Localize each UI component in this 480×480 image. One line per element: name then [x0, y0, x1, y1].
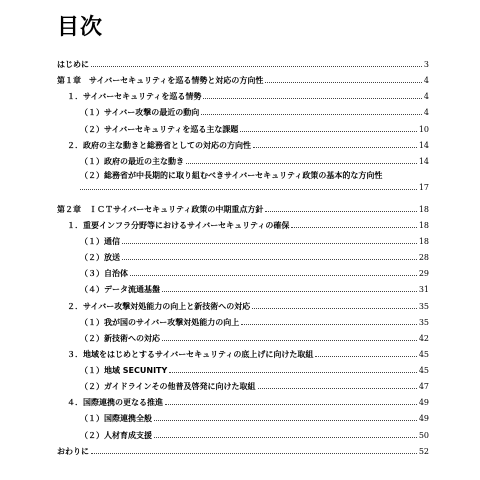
- toc-entry-page: 3: [423, 60, 429, 69]
- dot-leader: [91, 66, 422, 67]
- toc-entry-label: （１）我が国のサイバー攻撃対処能力の向上: [80, 317, 240, 327]
- toc-entry-page: 49: [418, 414, 429, 424]
- toc-entry-label: （１）地域 SECUNITY: [80, 366, 168, 375]
- toc-entry-page: 17: [418, 182, 429, 192]
- toc-entry-label: （２）総務省が中長期的に取り組むべきサイバーセキュリティ政策の基本的な方向性: [80, 170, 383, 180]
- toc-entry-continuation: [80, 181, 429, 193]
- dot-leader: [201, 114, 422, 115]
- toc-entry-page: 45: [418, 349, 429, 359]
- dot-leader: [91, 453, 417, 454]
- toc-entry-page: 50: [418, 430, 429, 440]
- toc-entry-label: はじめに: [57, 60, 89, 69]
- toc-entry-page: 52: [418, 446, 429, 456]
- dot-leader: [265, 211, 416, 212]
- toc-entry-subsection[interactable]: [80, 170, 429, 193]
- dot-leader: [203, 98, 422, 99]
- dot-leader: [165, 404, 417, 405]
- toc-entry-page: 29: [418, 269, 429, 279]
- toc-entry-section[interactable]: [67, 395, 429, 408]
- dot-leader: [253, 147, 417, 148]
- dot-leader: [315, 356, 416, 357]
- toc-entry-label: （２）ガイドラインその他普及啓発に向けた取組: [80, 382, 256, 392]
- dot-leader: [252, 308, 417, 309]
- toc-entry-section[interactable]: [67, 138, 429, 151]
- toc-entry-label: ３．地域をはじめとするサイバーセキュリティの底上げに向けた取組: [67, 349, 314, 359]
- toc-entry-subsection[interactable]: [80, 282, 429, 295]
- dot-leader: [241, 324, 417, 325]
- toc-entry-label: おわりに: [57, 446, 89, 456]
- dot-leader: [154, 437, 417, 438]
- toc-entry-page: 45: [418, 366, 429, 375]
- toc-entry-introduction[interactable]: [57, 57, 429, 70]
- toc-entry-section[interactable]: [67, 89, 429, 102]
- toc-entry-page: 31: [418, 285, 429, 295]
- toc-entry-chapter-2[interactable]: [57, 202, 429, 215]
- toc-entry-label: （１）政府の最近の主な動き: [80, 156, 184, 166]
- toc-entry-subsection[interactable]: [80, 154, 429, 167]
- toc-entry-page: 35: [418, 317, 429, 327]
- toc-entry-page: 14: [418, 156, 429, 166]
- toc-entry-label: （１）サイバー攻撃の最近の動向: [80, 108, 200, 118]
- toc-entry-label: １．重要インフラ分野等におけるサイバーセキュリティの確保: [67, 221, 290, 230]
- toc-entry-chapter-1[interactable]: [57, 73, 429, 86]
- toc-entry-section[interactable]: [67, 299, 429, 312]
- toc-entry-subsection[interactable]: [80, 379, 429, 392]
- toc-entry-label: （２）新技術への対応: [80, 333, 160, 343]
- toc-entry-page: 10: [418, 124, 429, 134]
- dot-leader: [162, 340, 417, 341]
- toc-entry-subsection[interactable]: [80, 331, 429, 344]
- dot-leader: [258, 388, 417, 389]
- toc-entry-section[interactable]: [67, 218, 429, 231]
- toc-entry-subsection[interactable]: [80, 234, 429, 247]
- dot-leader: [162, 291, 417, 292]
- toc-entry-label: （４）データ流通基盤: [80, 285, 160, 295]
- toc-entry-label: （２）サイバーセキュリティを巡る主な課題: [80, 124, 239, 134]
- toc-entry-subsection[interactable]: [80, 428, 429, 441]
- dot-leader: [122, 259, 417, 260]
- toc-entry-page: 35: [418, 301, 429, 311]
- dot-leader: [186, 163, 417, 164]
- toc-entry-page: 18: [418, 221, 429, 230]
- dot-leader: [154, 420, 417, 421]
- dot-leader: [80, 189, 417, 190]
- toc-entry-subsection[interactable]: [80, 363, 429, 376]
- dot-leader: [122, 243, 417, 244]
- toc-entry-label: （１）通信: [80, 237, 120, 247]
- toc-entry-page: 28: [418, 253, 429, 263]
- dot-leader: [169, 372, 417, 373]
- toc-entry-label: （２）放送: [80, 253, 120, 263]
- toc-entry-subsection[interactable]: [80, 250, 429, 263]
- toc-entry-label: ２．政府の主な動きと総務省としての対応の方向性: [67, 140, 251, 150]
- toc-entry-page: 4: [423, 108, 429, 118]
- toc-entry-label: ４．国際連携の更なる推進: [67, 398, 163, 408]
- toc-entry-label: （１）国際連携全般: [80, 414, 152, 424]
- page-title: 目次: [57, 15, 104, 40]
- toc-entry-page: 49: [418, 398, 429, 408]
- toc-entry-subsection[interactable]: [80, 122, 429, 135]
- dot-leader: [291, 227, 416, 228]
- toc-entry-label: （３）自治体: [80, 269, 128, 279]
- toc-entry-conclusion[interactable]: [57, 444, 429, 457]
- toc-entry-page: 14: [418, 140, 429, 150]
- toc-entry-subsection[interactable]: [80, 411, 429, 424]
- toc-entry-label: （２）人材育成支援: [80, 430, 152, 440]
- toc-entry-page: 18: [418, 204, 429, 214]
- dot-leader: [130, 275, 417, 276]
- toc-entry-subsection[interactable]: [80, 105, 429, 118]
- toc-entry-page: 18: [418, 237, 429, 247]
- toc-entry-page: 4: [423, 92, 429, 102]
- toc-entry-page: 47: [418, 382, 429, 392]
- toc-entry-page: 42: [418, 333, 429, 343]
- toc-entry-subsection[interactable]: [80, 266, 429, 279]
- toc-entry-page: 4: [423, 76, 429, 86]
- toc-entry-label: ２．サイバー攻撃対処能力の向上と新技術への対応: [67, 301, 251, 311]
- dot-leader: [265, 82, 422, 83]
- toc-entry-section[interactable]: [67, 347, 429, 360]
- dot-leader: [240, 131, 416, 132]
- toc-entry-label: １．サイバーセキュリティを巡る情勢: [67, 92, 202, 102]
- toc-entry-label: 第１章 サイバーセキュリティを巡る情勢と対応の方向性: [57, 76, 264, 86]
- toc-entry-label: 第２章 ＩＣＴサイバーセキュリティ政策の中期重点方針: [57, 204, 264, 214]
- toc-entry-subsection[interactable]: [80, 315, 429, 328]
